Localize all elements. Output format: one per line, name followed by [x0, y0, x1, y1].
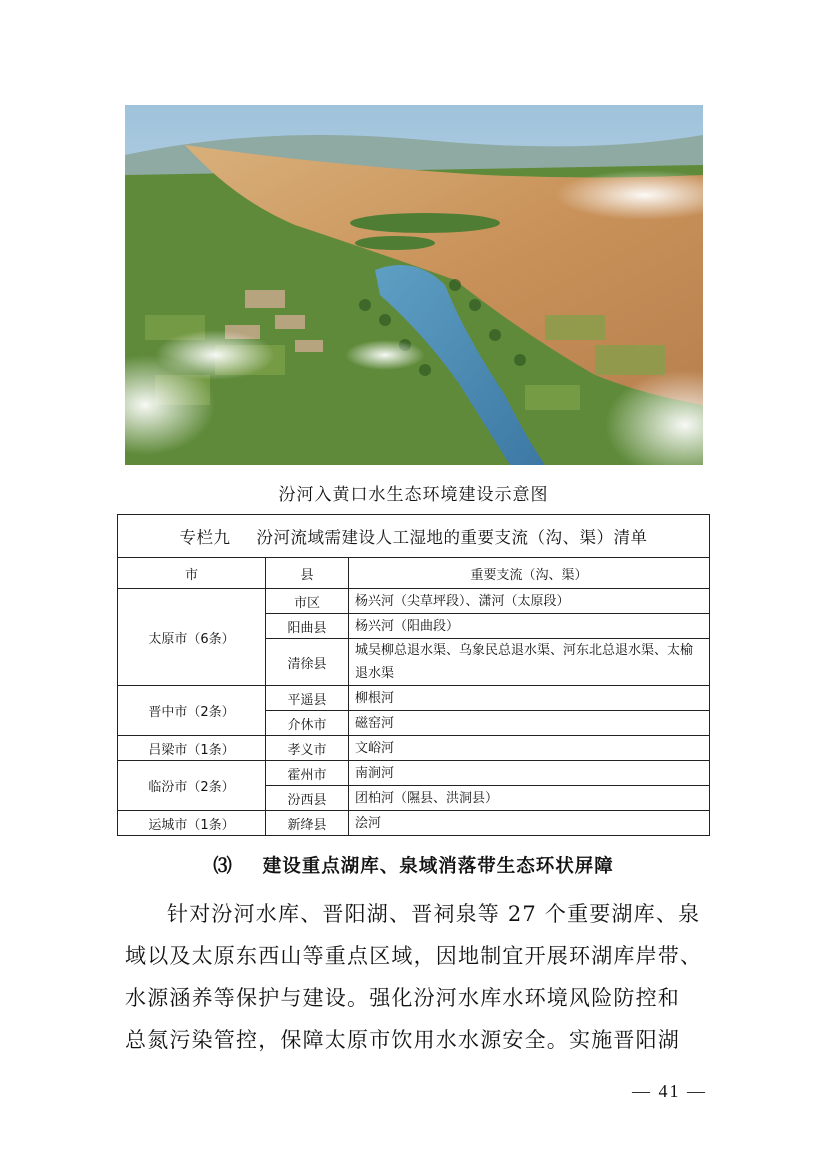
table-title-row	[118, 515, 710, 558]
table-row	[118, 686, 710, 711]
table-row	[118, 761, 710, 786]
header-tributaries: 重要支流（沟、渠）	[349, 558, 710, 589]
county-cell: 汾西县	[266, 786, 349, 811]
tributary-cell: 城吴柳总退水渠、乌象民总退水渠、河东北总退水渠、太榆退水渠	[349, 639, 710, 686]
body-paragraph	[125, 893, 705, 1061]
tributary-cell: 杨兴河（尖草坪段）、潇河（太原段）	[349, 589, 710, 614]
tributary-cell: 文峪河	[349, 736, 710, 761]
section-title: 建设重点湖库、泉域消落带生态环状屏障	[262, 856, 614, 877]
table-row	[118, 811, 710, 836]
body-line: 水源涵养等保护与建设。强化汾河水库水环境风险防控和	[125, 986, 680, 1010]
table-title	[118, 515, 710, 558]
county-cell: 孝义市	[266, 736, 349, 761]
county-cell: 阳曲县	[266, 614, 349, 639]
tributary-cell: 杨兴河（阳曲段）	[349, 614, 710, 639]
city-cell: 太原市（6条）	[118, 589, 266, 686]
aerial-rendering-image	[125, 105, 703, 465]
city-cell: 临汾市（2条）	[118, 761, 266, 811]
tributary-cell: 柳根河	[349, 686, 710, 711]
table-title-text: 汾河流域需建设人工湿地的重要支流（沟、渠）清单	[256, 528, 648, 547]
county-cell: 新绛县	[266, 811, 349, 836]
river-confluence-illustration	[125, 105, 703, 465]
section-number: ⑶	[213, 856, 233, 877]
city-cell: 吕梁市（1条）	[118, 736, 266, 761]
body-line: 针对汾河水库、晋阳湖、晋祠泉等 27 个重要湖库、泉	[167, 902, 701, 926]
header-county: 县	[266, 558, 349, 589]
county-cell: 平遥县	[266, 686, 349, 711]
tributary-cell: 浍河	[349, 811, 710, 836]
figure-caption: 汾河入黄口水生态环境建设示意图	[278, 485, 549, 505]
header-city: 市	[118, 558, 266, 589]
tributary-cell: 磁窑河	[349, 711, 710, 736]
body-line: 域以及太原东西山等重点区域，因地制宜开展环湖库岸带、	[125, 944, 703, 968]
body-line: 总氮污染管控，保障太原市饮用水水源安全。实施晋阳湖	[125, 1028, 680, 1052]
tributary-list-table	[117, 514, 710, 836]
table-header-row	[118, 558, 710, 589]
city-cell: 晋中市（2条）	[118, 686, 266, 736]
table-title-prefix: 专栏九	[179, 528, 231, 547]
table-row	[118, 589, 710, 614]
table-row	[118, 736, 710, 761]
page-number: — 41 —	[632, 1081, 707, 1101]
county-cell: 市区	[266, 589, 349, 614]
tributary-cell: 南涧河	[349, 761, 710, 786]
city-cell: 运城市（1条）	[118, 811, 266, 836]
section-heading	[0, 852, 827, 878]
county-cell: 霍州市	[266, 761, 349, 786]
county-cell: 介休市	[266, 711, 349, 736]
county-cell: 清徐县	[266, 639, 349, 686]
tributary-cell: 团柏河（隰县、洪洞县）	[349, 786, 710, 811]
